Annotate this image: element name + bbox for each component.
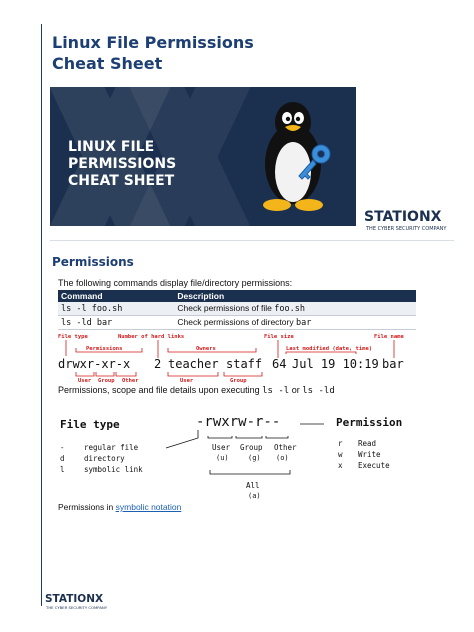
caption-cmd-2: ls -ld [302, 386, 335, 396]
caption-cmd-1: ls -l [262, 386, 290, 396]
links-count: 2 [154, 357, 162, 371]
symbolic-notation-link[interactable]: symbolic notation [115, 502, 182, 512]
permission-sym: x [338, 461, 343, 470]
label-group-owner: Group [230, 378, 247, 384]
svg-text:THE CYBER SECURITY COMPANY: THE CYBER SECURITY COMPANY [46, 605, 108, 610]
banner-line-1: LINUX FILE [68, 139, 155, 155]
ls-output-diagram [56, 330, 416, 390]
scope-other: Other [274, 443, 297, 452]
table-header-command: Command [58, 290, 174, 302]
title-line-2: Cheat Sheet [52, 54, 163, 73]
table-row [58, 302, 416, 316]
label-file-type: File type [58, 334, 88, 340]
table-row [58, 316, 416, 330]
hero-banner [50, 87, 356, 226]
description-code: bar [295, 318, 312, 328]
permission-sym: r [338, 439, 343, 448]
caption-or: or [289, 385, 303, 395]
file-type-heading: File type [60, 418, 120, 431]
permission-heading: Permission [336, 416, 403, 429]
description-code: foo.sh [274, 304, 305, 314]
scope-all-sym: (a) [248, 492, 261, 500]
section-divider [50, 240, 454, 241]
file-type-sym: l [60, 465, 65, 474]
file-type-sym: d [60, 454, 65, 463]
file-type-desc: regular file [84, 443, 139, 452]
label-other: Other [122, 378, 139, 384]
permission-sym: w [338, 450, 343, 459]
scope-all: All [246, 481, 260, 490]
left-rule [41, 24, 42, 606]
stationx-logo [362, 205, 470, 233]
file-size: 64 [272, 357, 287, 371]
title-line-1: Linux File Permissions [52, 33, 254, 52]
caption-text: Permissions, scope and file details upon executing [58, 385, 263, 395]
description-text: Check permissions of directory [177, 317, 296, 327]
description-cell [174, 302, 416, 316]
file-type-sym: - [60, 443, 65, 452]
commands-table [58, 290, 416, 330]
scope-group: Group [240, 443, 263, 452]
svg-text:THE CYBER SECURITY COMPANY: THE CYBER SECURITY COMPANY [366, 226, 447, 232]
command-cell: ls -l foo.sh [58, 302, 174, 316]
notation-note [58, 502, 181, 512]
label-user-owner: User [180, 378, 194, 384]
scope-user-sym: (u) [216, 454, 229, 462]
notation-note-text: Permissions in [58, 502, 116, 512]
banner-line-3: CHEAT SHEET [68, 173, 175, 189]
stationx-logo-footer [44, 590, 124, 612]
permission-desc: Execute [358, 461, 390, 470]
scope-user: User [212, 443, 231, 452]
table-header-description: Description [174, 290, 416, 302]
permission-desc: Read [358, 439, 377, 448]
label-file-size: File size [264, 334, 294, 340]
permission-scope-diagram [56, 410, 416, 505]
scope-perm-string: -rwxrw-r-- [196, 414, 281, 430]
tux-penguin-icon [255, 92, 341, 212]
file-name: bar [382, 357, 404, 371]
command-cell: ls -ld bar [58, 316, 174, 330]
modified-date: Jul 19 10:19 [292, 357, 379, 371]
perm-string: drwxr-xr-x [58, 357, 131, 371]
svg-text:STATIONX: STATIONX [364, 209, 442, 225]
file-type-desc: symbolic link [84, 465, 143, 474]
label-hard-links: Number of hard links [118, 334, 185, 340]
permission-desc: Write [358, 450, 381, 459]
label-last-modified: Last modified (date, time) [286, 346, 373, 352]
label-owners: Owners [196, 346, 216, 352]
banner-title [68, 139, 228, 190]
group-name: staff [226, 357, 263, 371]
owner-name: teacher [168, 357, 219, 371]
scope-other-sym: (o) [276, 454, 289, 462]
label-file-name: File name [374, 334, 404, 340]
label-permissions: Permissions [86, 346, 123, 352]
banner-line-2: PERMISSIONS [68, 156, 177, 172]
svg-text:STATIONX: STATIONX [45, 593, 104, 605]
file-type-desc: directory [84, 454, 125, 463]
intro-text: The following commands display file/directory permissions: [58, 278, 293, 288]
label-group: Group [98, 378, 115, 384]
description-text: Check permissions of file [177, 303, 275, 313]
section-heading: Permissions [52, 255, 134, 269]
description-cell [174, 316, 416, 330]
diagram-caption [58, 385, 335, 396]
scope-group-sym: (g) [248, 454, 261, 462]
page-title [52, 32, 352, 74]
label-user: User [78, 378, 92, 384]
